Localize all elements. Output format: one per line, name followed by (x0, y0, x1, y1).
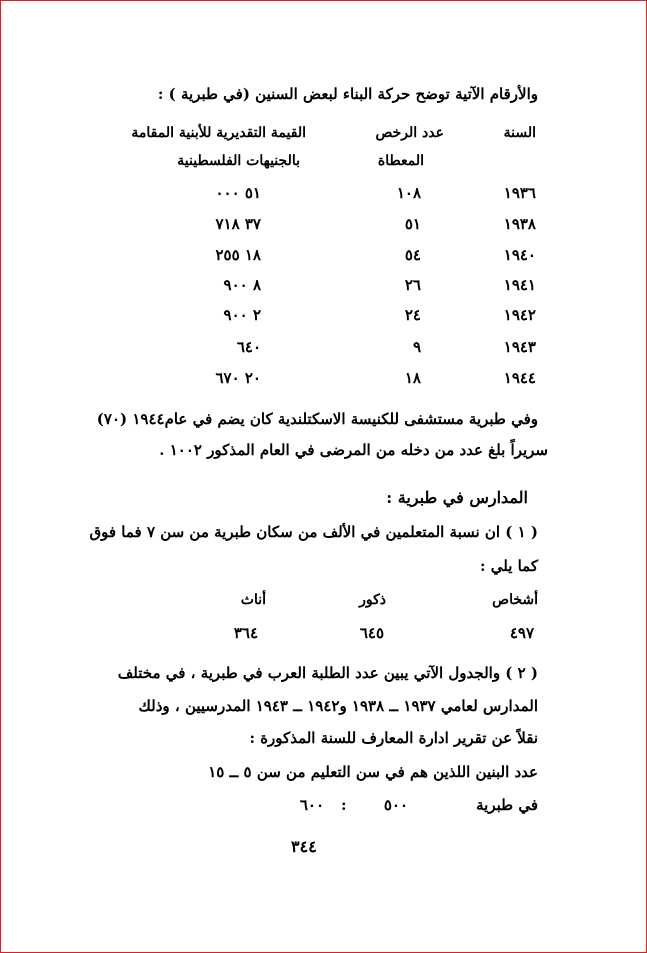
table1-row-year: ١٩٤١ (503, 276, 536, 294)
table1-row-year: ١٩٤٣ (503, 338, 536, 356)
table1-row-licenses: ٩ (412, 338, 421, 356)
table1-row-year: ١٩٣٦ (503, 184, 536, 202)
children-line: عدد البنين اللذين هم في سن التعليم من سن ٥ ــ ١٥ (208, 763, 538, 781)
children-value-1: ٥٠٠ (383, 796, 408, 814)
table1-row-licenses: ٢٤ (404, 306, 421, 324)
table1-row-value: ٢ ٩٠٠ (223, 306, 261, 324)
table1-row-value: ١٨ ٢٥٥ (215, 246, 261, 264)
table2-value-persons: ٤٩٧ (509, 624, 534, 642)
item1-line-1: ( ١ ) ان نسبة المتعلمين في الألف من سكان طبرية من سن ٧ فما فوق (89, 523, 538, 541)
table1-row-licenses: ٥٤ (404, 246, 421, 264)
table1-header-value-2: بالجنيهات الفلسطينية (177, 153, 300, 169)
schools-heading: المدارس في طبرية : (386, 488, 528, 507)
table1-row-licenses: ١٨ (404, 369, 421, 387)
table1-row-value: ٣٧ ٧١٨ (215, 215, 261, 233)
item1-line-2: كما يلي : (479, 557, 538, 575)
table2-header-males: ذكور (359, 592, 386, 608)
table1-row-year: ١٩٤٤ (503, 369, 536, 387)
table1-row-year: ١٩٤٢ (503, 306, 536, 324)
table2-value-females: ٣٦٤ (233, 624, 258, 642)
table1-row-licenses: ٥١ (404, 215, 421, 233)
table2-header-persons: أشخاص (492, 592, 538, 608)
table1-header-licenses: عدد الرخص (375, 125, 444, 141)
table1-row-value: ٢٠ ٦٧٠ (215, 369, 261, 387)
intro-text: والأرقام الآتية توضح حركة البناء لبعض السنين (في طبرية ) : (157, 85, 538, 103)
table1-row-value: ٨ ٩٠٠ (223, 276, 261, 294)
table1-header-licenses-2: المعطاة (377, 153, 424, 169)
table1-header-value: القيمة التقديرية للأبنية المقامة (131, 125, 306, 141)
table1-row-value: ٥١ ٠٠٠ (215, 184, 261, 202)
children-separator: : (341, 796, 347, 814)
item2-line-1: ( ٢ ) والجدول الآتي يبين عدد الطلبة العرب في طبرية ، في مختلف (117, 664, 538, 682)
hospital-line-1: وفي طبرية مستشفى للكنيسة الاسكتلندية كان يضم في عام١٩٤٤ (٧٠) (96, 410, 538, 428)
hospital-line-2: سريراً بلغ عدد من دخله من المرضى في العام المذكور ١٠٠٢ . (159, 441, 548, 459)
table2-value-males: ٦٤٥ (359, 624, 384, 642)
table1-row-value: ٦٤٠ (236, 338, 261, 356)
item2-line-3: نقلاً عن تقرير ادارة المعارف للسنة المذكورة : (249, 729, 538, 747)
table1-row-year: ١٩٣٨ (503, 215, 536, 233)
table1-header-year: السنة (503, 125, 536, 141)
table2-header-females: أناث (240, 592, 266, 608)
item2-line-2: المدارس لعامي ١٩٣٧ ــ ١٩٣٨ و١٩٤٢ ــ ١٩٤٣ المدرسيين ، وذلك (138, 697, 538, 715)
page-number: ٣٤٤ (291, 837, 317, 856)
table1-row-licenses: ١٠٨ (396, 184, 421, 202)
children-place: في طبرية (476, 796, 538, 814)
table1-row-licenses: ٢٦ (404, 276, 421, 294)
table1-row-year: ١٩٤٠ (503, 246, 536, 264)
children-value-2: ٦٠٠ (299, 796, 324, 814)
